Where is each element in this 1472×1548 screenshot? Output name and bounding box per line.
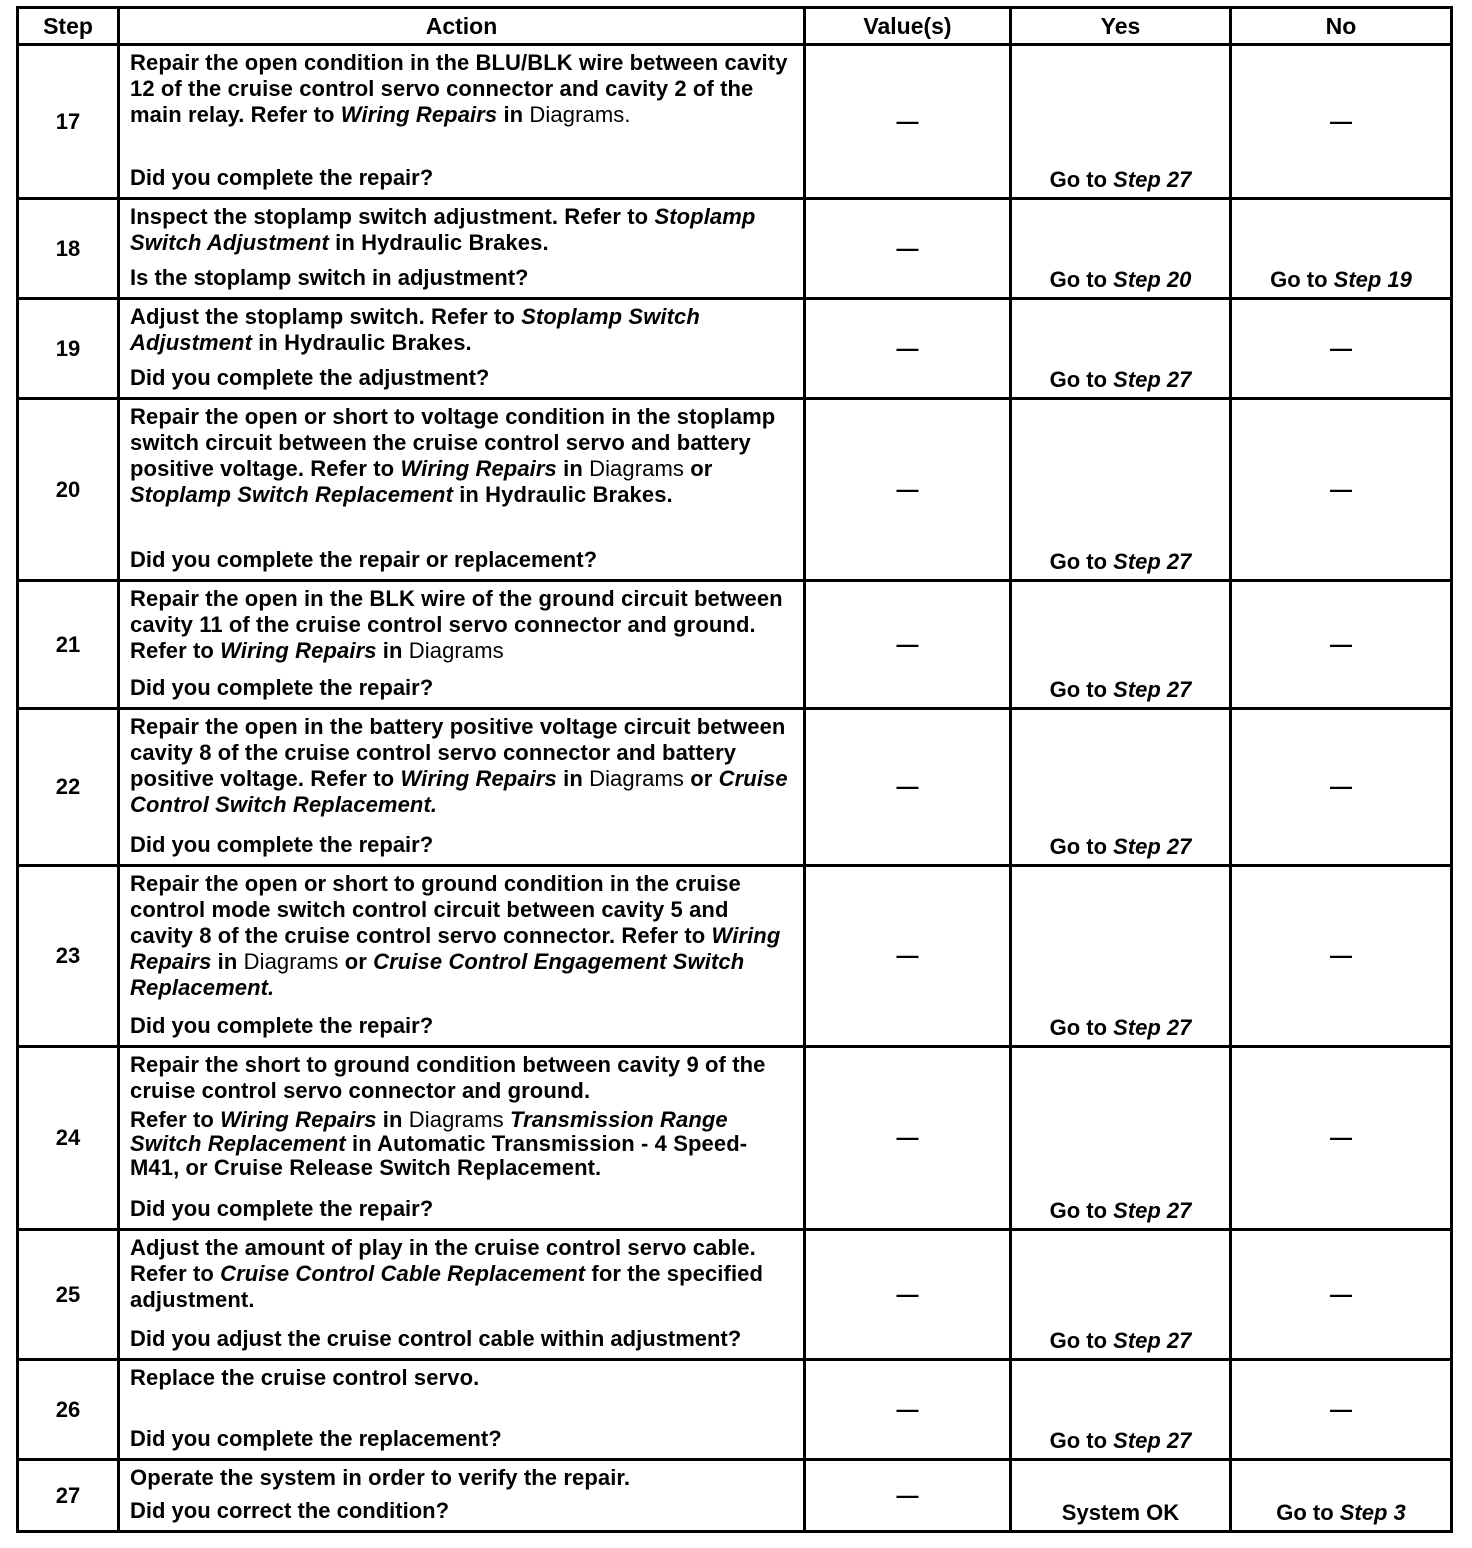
- action-text: Repair the short to ground condition between cavity 9 of the cruise control servo connector and ground. Refer to Wiring Repairs in Diagrams Transmission Range Switch Replacement in Automatic Transmission - 4 Speed-M41, or Cruise Release Switch Replacement.: [130, 1052, 766, 1180]
- yes-step-link[interactable]: Step 20: [1113, 267, 1192, 292]
- table-row: [18, 866, 1452, 1047]
- step-number: 18: [18, 199, 119, 299]
- action-cell: [119, 199, 805, 299]
- action-question: Did you complete the repair or replacement?: [130, 547, 598, 572]
- action-text: Replace the cruise control servo.: [130, 1365, 480, 1390]
- yes-step-link[interactable]: Step 27: [1113, 1428, 1192, 1453]
- step-number: 21: [18, 581, 119, 709]
- yes-cell: Go to Step 27: [1011, 399, 1231, 581]
- step-number: 25: [18, 1230, 119, 1360]
- action-cell: [119, 709, 805, 866]
- yes-cell: System OK: [1011, 1460, 1231, 1532]
- step-number: 19: [18, 299, 119, 399]
- yes-cell: Go to Step 20: [1011, 199, 1231, 299]
- yes-cell: Go to Step 27: [1011, 581, 1231, 709]
- action-text: Repair the open in the battery positive voltage circuit between cavity 8 of the cruise control servo connector and battery positive voltage. Refer to Wiring Repairs in Diagrams or Cruise Control Switch Replacement.: [130, 714, 788, 817]
- yes-cell: Go to Step 27: [1011, 1047, 1231, 1230]
- diagnostic-table-wrapper: [16, 6, 1450, 1533]
- yes-step-link[interactable]: Step 27: [1113, 549, 1192, 574]
- header-values: Value(s): [805, 8, 1011, 45]
- action-question: Did you complete the repair?: [130, 675, 434, 700]
- header-no: No: [1231, 8, 1452, 45]
- no-cell: —: [1231, 299, 1452, 399]
- header-yes: Yes: [1011, 8, 1231, 45]
- table-row: [18, 45, 1452, 199]
- value-cell: —: [805, 299, 1011, 399]
- yes-cell: Go to Step 27: [1011, 1230, 1231, 1360]
- header-action: Action: [119, 8, 805, 45]
- no-cell: —: [1231, 45, 1452, 199]
- value-cell: —: [805, 709, 1011, 866]
- no-step-link[interactable]: Step 19: [1333, 267, 1412, 292]
- action-cell: [119, 1047, 805, 1230]
- action-text: Operate the system in order to verify the repair.: [130, 1465, 631, 1490]
- action-question: Did you complete the repair?: [130, 1013, 434, 1038]
- no-step-link[interactable]: Step 3: [1339, 1500, 1406, 1525]
- action-text: Adjust the amount of play in the cruise control servo cable. Refer to Cruise Control Cable Replacement for the specified adjustment.: [130, 1235, 764, 1312]
- no-cell: Go to Step 19: [1231, 199, 1452, 299]
- action-cell: [119, 866, 805, 1047]
- no-cell: —: [1231, 866, 1452, 1047]
- value-cell: —: [805, 1460, 1011, 1532]
- value-cell: —: [805, 866, 1011, 1047]
- yes-step-link[interactable]: Step 27: [1113, 834, 1192, 859]
- yes-cell: Go to Step 27: [1011, 1360, 1231, 1460]
- yes-step-link[interactable]: Step 27: [1113, 1328, 1192, 1353]
- no-cell: Go to Step 3: [1231, 1460, 1452, 1532]
- value-cell: —: [805, 45, 1011, 199]
- action-question: Did you complete the adjustment?: [130, 365, 490, 390]
- no-cell: —: [1231, 399, 1452, 581]
- action-cell: [119, 45, 805, 199]
- action-question: Did you complete the repair?: [130, 165, 434, 190]
- action-text: Repair the open condition in the BLU/BLK wire between cavity 12 of the cruise control servo connector and cavity 2 of the main relay. Refer to Wiring Repairs in Diagrams.: [130, 50, 788, 127]
- yes-step-link[interactable]: Step 27: [1113, 677, 1192, 702]
- yes-step-link[interactable]: Step 27: [1113, 367, 1192, 392]
- action-text: Adjust the stoplamp switch. Refer to Stoplamp Switch Adjustment in Hydraulic Brakes.: [130, 304, 700, 355]
- header-step: Step: [18, 8, 119, 45]
- table-header-row: [18, 8, 1452, 45]
- action-text: Inspect the stoplamp switch adjustment. Refer to Stoplamp Switch Adjustment in Hydraulic Brakes.: [130, 204, 756, 255]
- value-cell: —: [805, 581, 1011, 709]
- table-row: [18, 299, 1452, 399]
- table-row: [18, 581, 1452, 709]
- diagnostic-table: [16, 6, 1453, 1533]
- action-question: Did you adjust the cruise control cable within adjustment?: [130, 1326, 742, 1351]
- table-row: [18, 199, 1452, 299]
- action-question: Did you complete the repair?: [130, 832, 434, 857]
- table-row: [18, 1047, 1452, 1230]
- yes-cell: Go to Step 27: [1011, 45, 1231, 199]
- action-cell: [119, 1230, 805, 1360]
- action-cell: [119, 399, 805, 581]
- step-number: 22: [18, 709, 119, 866]
- action-cell: [119, 1460, 805, 1532]
- action-cell: [119, 1360, 805, 1460]
- step-number: 23: [18, 866, 119, 1047]
- step-number: 17: [18, 45, 119, 199]
- value-cell: —: [805, 1047, 1011, 1230]
- step-number: 26: [18, 1360, 119, 1460]
- value-cell: —: [805, 1230, 1011, 1360]
- value-cell: —: [805, 399, 1011, 581]
- table-row: [18, 1460, 1452, 1532]
- action-text: Repair the open in the BLK wire of the ground circuit between cavity 11 of the cruise control servo connector and ground. Refer to Wiring Repairs in Diagrams: [130, 586, 783, 663]
- yes-step-link[interactable]: Step 27: [1113, 1015, 1192, 1040]
- action-text: Repair the open or short to ground condition in the cruise control mode switch control circuit between cavity 5 and cavity 8 of the cruise control servo connector. Refer to Wiring Repairs in Diagrams or Cruise Control Engagement Switch Replacement.: [130, 871, 781, 1000]
- yes-step-link[interactable]: Step 27: [1113, 1198, 1192, 1223]
- table-row: [18, 1360, 1452, 1460]
- no-cell: —: [1231, 1230, 1452, 1360]
- step-number: 20: [18, 399, 119, 581]
- action-text: Repair the open or short to voltage condition in the stoplamp switch circuit between the cruise control servo and battery positive voltage. Refer to Wiring Repairs in Diagrams or Stoplamp Switch Replacement in Hydraulic Brakes.: [130, 404, 776, 507]
- table-row: [18, 399, 1452, 581]
- yes-cell: Go to Step 27: [1011, 866, 1231, 1047]
- no-cell: —: [1231, 1047, 1452, 1230]
- action-question: Did you correct the condition?: [130, 1498, 450, 1523]
- step-number: 24: [18, 1047, 119, 1230]
- value-cell: —: [805, 1360, 1011, 1460]
- step-number: 27: [18, 1460, 119, 1532]
- no-cell: —: [1231, 581, 1452, 709]
- yes-step-link[interactable]: Step 27: [1113, 167, 1192, 192]
- table-row: [18, 1230, 1452, 1360]
- yes-cell: Go to Step 27: [1011, 299, 1231, 399]
- no-cell: —: [1231, 1360, 1452, 1460]
- action-cell: [119, 299, 805, 399]
- action-question: Did you complete the replacement?: [130, 1426, 502, 1451]
- value-cell: —: [805, 199, 1011, 299]
- action-cell: [119, 581, 805, 709]
- no-cell: —: [1231, 709, 1452, 866]
- yes-cell: Go to Step 27: [1011, 709, 1231, 866]
- action-question: Did you complete the repair?: [130, 1196, 434, 1221]
- table-row: [18, 709, 1452, 866]
- action-question: Is the stoplamp switch in adjustment?: [130, 265, 529, 290]
